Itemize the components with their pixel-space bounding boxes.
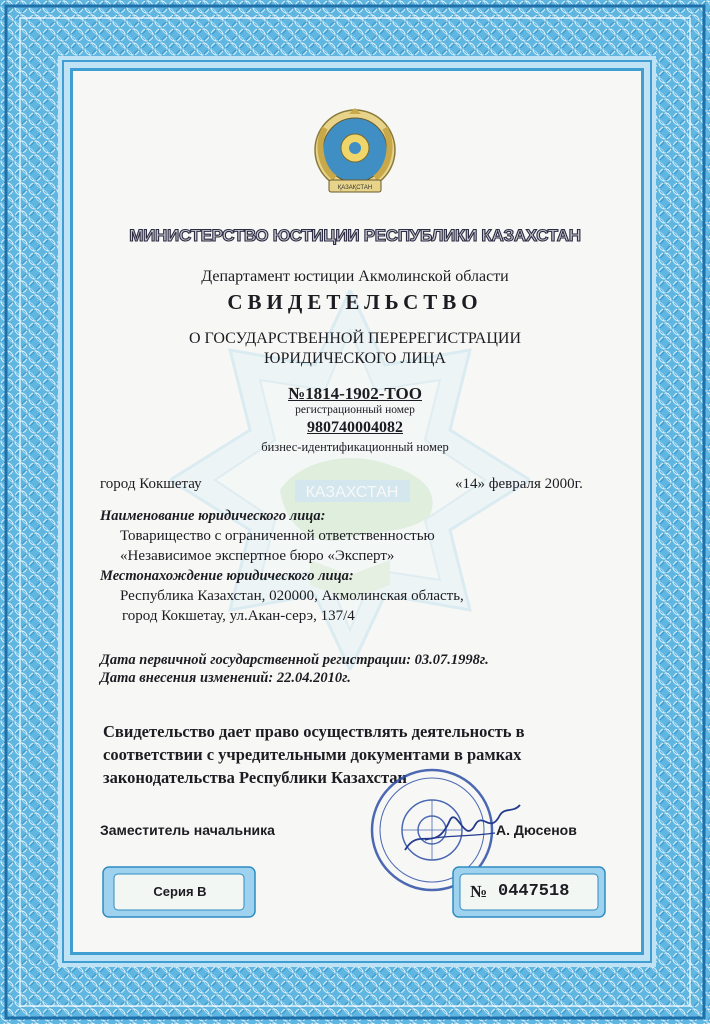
subtitle-line-1: О ГОСУДАРСТВЕННОЙ ПЕРЕРЕГИСТРАЦИИ — [189, 330, 521, 347]
series-label: Серия В — [153, 884, 207, 899]
location-line-2: город Кокшетау, ул.Акан-серэ, 137/4 — [122, 608, 355, 624]
subtitle-line-2: ЮРИДИЧЕСКОГО ЛИЦА — [264, 350, 446, 367]
watermark-text: КАЗАХСТАН — [305, 484, 399, 501]
rights-line-3: законодательства Республики Казахстан — [103, 768, 408, 787]
changes-date: Дата внесения изменений: 22.04.2010г. — [100, 670, 351, 686]
ministry-heading: МИНИСТЕРСТВО ЮСТИЦИИ РЕСПУБЛИКИ КАЗАХСТАН — [129, 226, 581, 245]
rights-line-1: Свидетельство дает право осуществлять деятельность в — [103, 722, 525, 741]
first-registration-date: Дата первичной государственной регистрации: 03.07.1998г. — [100, 652, 489, 668]
location-label: Местонахождение юридического лица: — [100, 568, 354, 584]
emblem-text: ҚАЗАҚСТАН — [337, 185, 373, 191]
location-line-1: Республика Казахстан, 020000, Акмолинская область, — [120, 588, 464, 604]
department-name: Департамент юстиции Акмолинской области — [201, 268, 509, 285]
entity-name-line-1: Товарищество с ограниченной ответственностью — [120, 528, 435, 544]
number-symbol: № — [470, 882, 488, 901]
certificate-title: СВИДЕТЕЛЬСТВО — [227, 290, 483, 314]
registration-number: №1814-1902-ТОО — [288, 384, 422, 403]
state-emblem-icon — [305, 108, 405, 198]
bin-caption: бизнес-идентификационный номер — [261, 440, 449, 454]
bin-number: 980740004082 — [307, 419, 403, 436]
serial-number: 0447518 — [498, 882, 570, 901]
issue-date: «14» февраля 2000г. — [455, 476, 583, 492]
registration-number-caption: регистрационный номер — [295, 404, 415, 416]
signer-name: А. Дюсенов — [496, 822, 577, 838]
issue-city: город Кокшетау — [100, 476, 202, 492]
entity-name-label: Наименование юридического лица: — [100, 508, 326, 524]
rights-line-2: соответствии с учредительными документами в рамках — [103, 745, 522, 764]
deputy-head-label: Заместитель начальника — [100, 822, 275, 838]
entity-name-line-2: «Независимое экспертное бюро «Эксперт» — [120, 548, 395, 564]
